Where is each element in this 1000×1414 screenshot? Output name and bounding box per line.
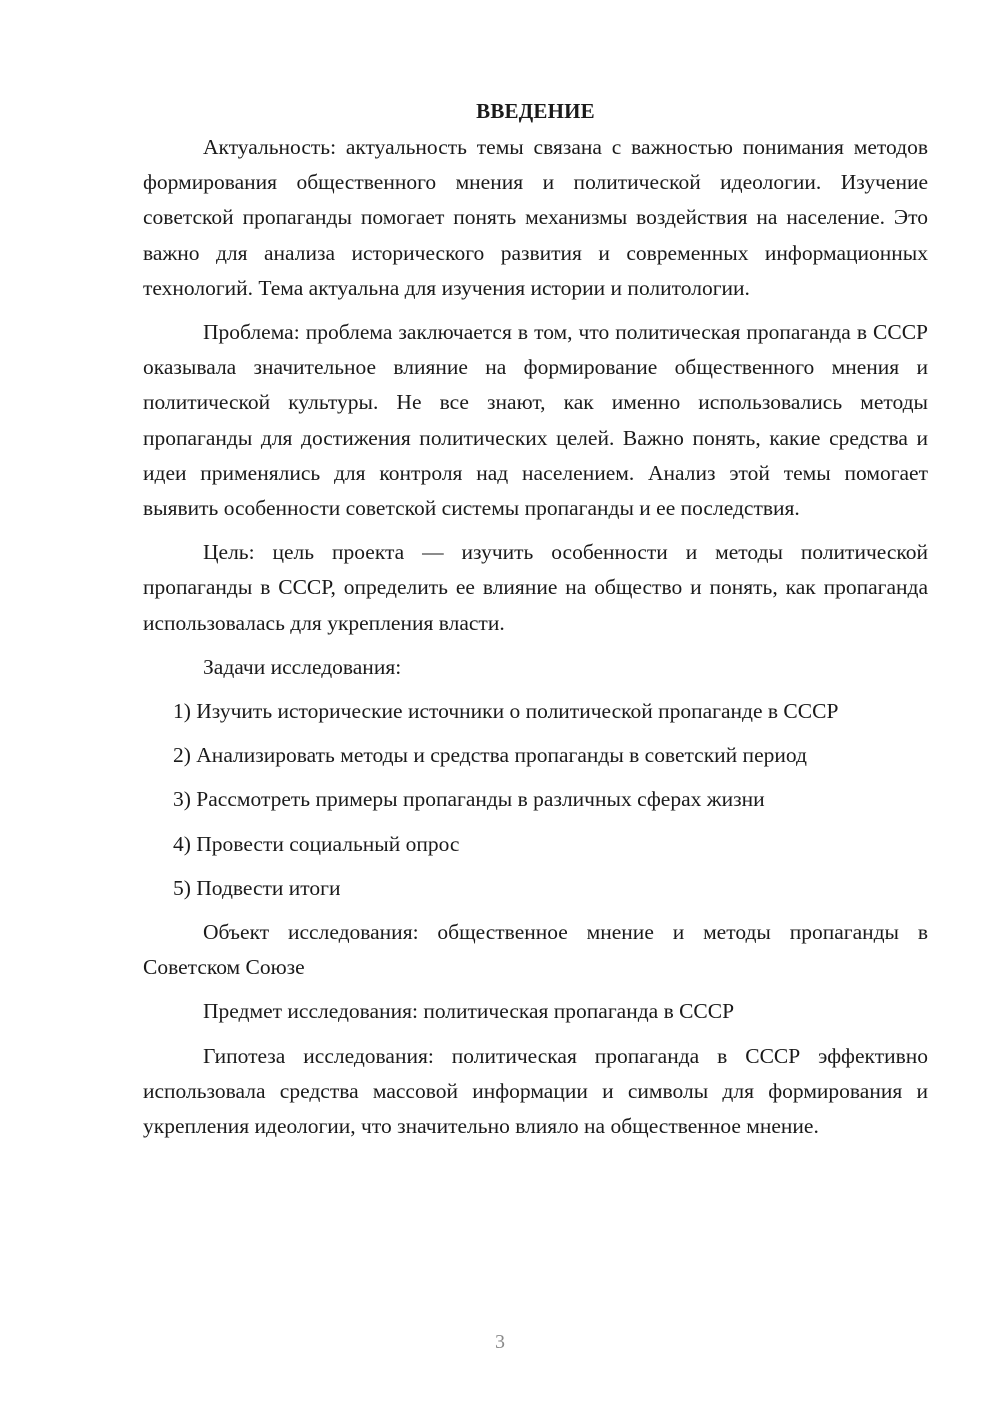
section-title: ВВЕДЕНИЕ	[476, 99, 595, 123]
list-item: 5) Подвести итоги	[173, 875, 341, 900]
list-item: 3) Рассмотреть примеры пропаганды в различных сферах жизни	[173, 787, 765, 812]
paragraph-hypothesis: Гипотеза исследования: политическая пропаганда в СССР эффективно использовала средства массовой информации и символы для формирования и укрепления идеологии, что значительно влияло на общественное мнение.	[143, 1043, 928, 1139]
paragraph-object: Объект исследования: общественное мнение и методы пропаганды в Советском Союзе	[143, 920, 928, 980]
paragraph-relevance: Актуальность: актуальность темы связана с важностью понимания методов формирования общественного мнения и политической идеологии. Изучение советской пропаганды помогает понять механизмы воздействия на население. Это важно для анализа исторического развития и современных информационных технологий. Тема актуальна для изучения истории и политологии.	[143, 135, 928, 300]
tasks-heading: Задачи исследования:	[203, 654, 402, 679]
tasks-list	[143, 694, 928, 906]
list-item: 4) Провести социальный опрос	[173, 831, 460, 856]
paragraph-problem: Проблема: проблема заключается в том, что политическая пропаганда в СССР оказывала значительное влияние на формирование общественного мнения и политической культуры. Не все знают, как именно использовались методы пропаганды для достижения политических целей. Важно понять, какие средства и идеи применялись для контроля над населением. Анализ этой темы помогает выявить особенности советской системы пропаганды и ее последствия.	[143, 320, 928, 521]
paragraph-subject: Предмет исследования: политическая пропаганда в СССР	[203, 999, 735, 1024]
paragraph-goal: Цель: цель проекта — изучить особенности и методы политической пропаганды в СССР, определить ее влияние на общество и понять, как пропаганда использовалась для укрепления власти.	[143, 540, 928, 635]
document-page	[143, 96, 928, 1153]
page-number: 3	[495, 1331, 505, 1353]
list-item: 2) Анализировать методы и средства пропаганды в советский период	[173, 743, 807, 768]
list-item: 1) Изучить исторические источники о политической пропаганде в СССР	[173, 699, 839, 724]
